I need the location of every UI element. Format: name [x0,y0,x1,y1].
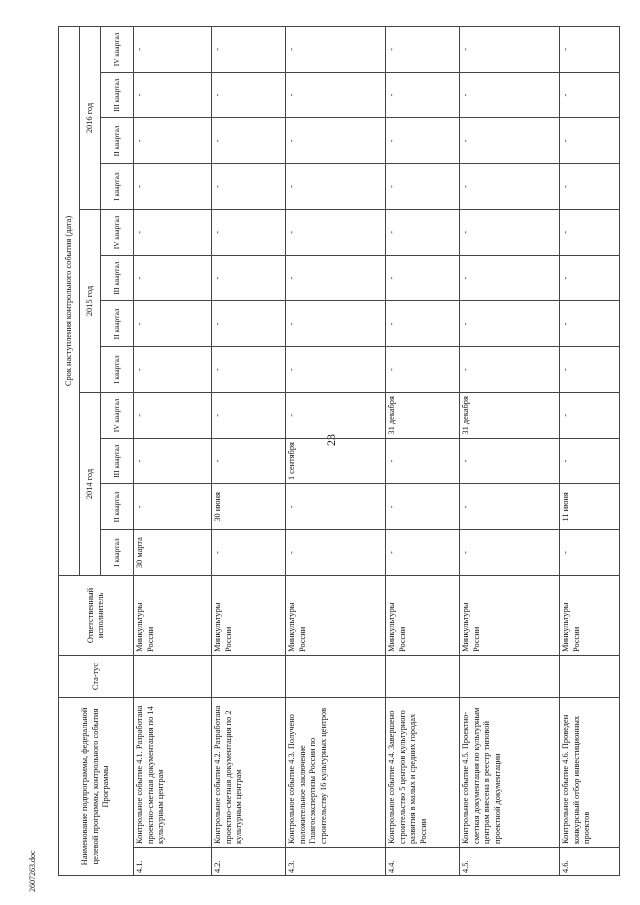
quarter-date-cell: - [212,530,286,576]
event-executor: Минкультуры России [286,576,386,656]
event-name: Контрольное событие 4.4. Завершено строительство 5 центров культурного развития в малых и средних городах России [386,698,460,848]
quarter-date-cell: - [286,255,386,301]
quarter-date-cell: - [560,210,620,256]
quarter-date-cell: - [212,210,286,256]
quarter-date-cell: - [460,164,560,210]
quarter-date-cell: - [460,530,560,576]
header-quarter: II квартал [101,484,134,530]
quarter-date-cell: - [386,438,460,484]
quarter-date-cell: - [460,484,560,530]
quarter-date-cell: - [386,72,460,118]
header-year-2016: 2016 год [80,27,101,210]
quarter-date-cell: - [212,164,286,210]
quarter-date-cell: - [134,164,212,210]
event-executor: Минкультуры России [386,576,460,656]
quarter-date-cell: - [134,393,212,439]
quarter-date-cell: - [386,164,460,210]
quarter-date-cell: - [460,301,560,347]
event-status [134,656,212,698]
quarter-date-cell: - [460,27,560,73]
quarter-date-cell: - [560,118,620,164]
header-quarter: IV квартал [101,210,134,256]
quarter-date-cell: - [286,301,386,347]
table-row [212,27,286,876]
quarter-date-cell: - [386,255,460,301]
quarter-date-cell: - [386,27,460,73]
quarter-date-cell: - [134,484,212,530]
quarter-date-cell: - [286,72,386,118]
event-executor: Минкультуры России [460,576,560,656]
quarter-date-cell: - [134,118,212,164]
quarter-date-cell: - [386,118,460,164]
header-year-2014: 2014 год [80,393,101,576]
quarter-date-cell: - [560,72,620,118]
header-quarter: II квартал [101,118,134,164]
event-status [386,656,460,698]
header-status: Ста-тус [59,656,134,698]
quarter-date-cell: - [134,301,212,347]
quarter-date-cell: 31 декабря [460,393,560,439]
table-row [286,27,386,876]
header-term: Срок наступления контрольного события (дата) [59,27,80,576]
row-number: 4.5. [460,848,560,876]
quarter-date-cell: - [212,301,286,347]
quarter-date-cell: - [134,255,212,301]
quarter-date-cell: - [286,27,386,73]
quarter-date-cell: - [560,255,620,301]
header-quarter: III квартал [101,255,134,301]
event-name: Контрольное событие 4.1. Разработана проектно-сметная документация по 14 культурным центрам [134,698,212,848]
quarter-date-cell: - [286,484,386,530]
quarter-date-cell: - [286,210,386,256]
quarter-date-cell: - [460,347,560,393]
quarter-date-cell: - [212,118,286,164]
header-year-2015: 2015 год [80,210,101,393]
event-name: Контрольное событие 4.3. Получено положительное заключение Главгосэкспертизы России по строительству 16 культурных центров [286,698,386,848]
quarter-date-cell: - [286,393,386,439]
quarter-date-cell: - [286,530,386,576]
quarter-date-cell: 30 июня [212,484,286,530]
quarter-date-cell: 30 марта [134,530,212,576]
header-quarter: IV квартал [101,393,134,439]
quarter-date-cell: - [560,27,620,73]
quarter-date-cell: 1 сентября [286,438,386,484]
header-quarter: IV квартал [101,27,134,73]
row-number: 4.3. [286,848,386,876]
quarter-date-cell: - [212,72,286,118]
quarter-date-cell: - [560,530,620,576]
quarter-date-cell: - [212,438,286,484]
quarter-date-cell: - [134,347,212,393]
page-number: 23 [324,434,338,446]
control-events-table [58,26,620,876]
event-name: Контрольное событие 4.5. Проектно-сметная документация по культурным центрам внесена в реестр типовой проектной документации [460,698,560,848]
quarter-date-cell: - [286,347,386,393]
quarter-date-cell: - [212,347,286,393]
quarter-date-cell: - [560,438,620,484]
quarter-date-cell: - [386,347,460,393]
quarter-date-cell: - [286,118,386,164]
rotated-table-container [58,26,630,876]
table-row [560,27,620,876]
event-executor: Минкультуры России [134,576,212,656]
header-quarter: III квартал [101,72,134,118]
event-status [460,656,560,698]
row-number: 4.2. [212,848,286,876]
quarter-date-cell: - [560,164,620,210]
quarter-date-cell: - [386,210,460,256]
quarter-date-cell: 11 июня [560,484,620,530]
table-row [134,27,212,876]
quarter-date-cell: - [460,72,560,118]
quarter-date-cell: - [460,438,560,484]
quarter-date-cell: - [386,301,460,347]
quarter-date-cell: - [212,255,286,301]
event-status [560,656,620,698]
event-status [212,656,286,698]
header-quarter: II квартал [101,301,134,347]
quarter-date-cell: - [134,210,212,256]
quarter-date-cell: - [386,484,460,530]
quarter-date-cell: 31 декабря [386,393,460,439]
header-executor: Ответственный исполнитель [59,576,134,656]
event-status [286,656,386,698]
quarter-date-cell: - [560,347,620,393]
row-number: 4.4. [386,848,460,876]
event-name: Контрольное событие 4.2. Разработана проектно-сметная документация по 2 культурным центрам [212,698,286,848]
header-quarter: I квартал [101,164,134,210]
event-executor: Минкультуры России [560,576,620,656]
quarter-date-cell: - [212,393,286,439]
quarter-date-cell: - [460,255,560,301]
quarter-date-cell: - [460,210,560,256]
header-quarter: III квартал [101,438,134,484]
header-quarter: I квартал [101,347,134,393]
row-number: 4.1. [134,848,212,876]
row-number: 4.6. [560,848,620,876]
header-name: Наименование подпрограммы, федеральной целевой программы, контрольного события Программы [59,698,134,876]
quarter-date-cell: - [212,27,286,73]
quarter-date-cell: - [134,438,212,484]
quarter-date-cell: - [560,301,620,347]
table-row [386,27,460,876]
quarter-date-cell: - [286,164,386,210]
event-name: Контрольное событие 4.6. Проведен конкурсный отбор инвестиционных проектов [560,698,620,848]
event-executor: Минкультуры России [212,576,286,656]
quarter-date-cell: - [134,72,212,118]
footer-doc-id: 2607263.doc [28,850,37,892]
quarter-date-cell: - [460,118,560,164]
table-row [460,27,560,876]
quarter-date-cell: - [560,393,620,439]
header-quarter: I квартал [101,530,134,576]
quarter-date-cell: - [386,530,460,576]
quarter-date-cell: - [134,27,212,73]
